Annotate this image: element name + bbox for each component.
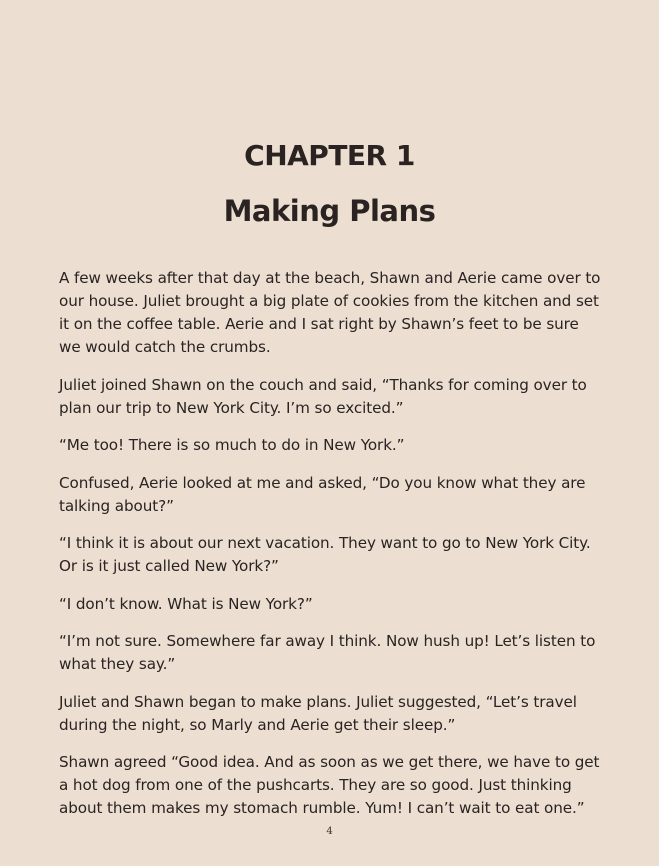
chapter-label: CHAPTER 1 bbox=[244, 139, 415, 172]
chapter-title: Making Plans bbox=[223, 194, 436, 228]
paragraph: Juliet joined Shawn on the couch and said, “Thanks for coming over to plan our trip to New York City. I’m so excited.” bbox=[59, 375, 587, 417]
paragraph: “Me too! There is so much to do in New York.” bbox=[59, 436, 405, 454]
chapter-body bbox=[59, 267, 602, 835]
page-number: 4 bbox=[326, 826, 333, 837]
paragraph: Confused, Aerie looked at me and asked, “Do you know what they are talking about?” bbox=[59, 473, 586, 515]
paragraph: Juliet and Shawn began to make plans. Juliet suggested, “Let’s travel during the night, so Marly and Aerie get their sleep.” bbox=[59, 692, 577, 734]
paragraph: “I think it is about our next vacation. They want to go to New York City. Or is it just called New York?” bbox=[59, 534, 591, 575]
paragraph: “I’m not sure. Somewhere far away I think. Now hush up! Let’s listen to what they say.” bbox=[59, 632, 596, 673]
paragraph: Shawn agreed “Good idea. And as soon as we get there, we have to get a hot dog from one of the pushcarts. They are so good. Just thinking about them makes my stomach rumble. Yum! I can’t wait to eat one.” bbox=[59, 753, 600, 817]
paragraph: “I don’t know. What is New York?” bbox=[59, 594, 313, 613]
paragraph: A few weeks after that day at the beach, Shawn and Aerie came over to our house. Juliet brought a big plate of cookies from the kitchen and set it on the coffee table. Aerie and I sat right by Shawn’s feet to be sure we would catch the crumbs. bbox=[59, 269, 601, 356]
